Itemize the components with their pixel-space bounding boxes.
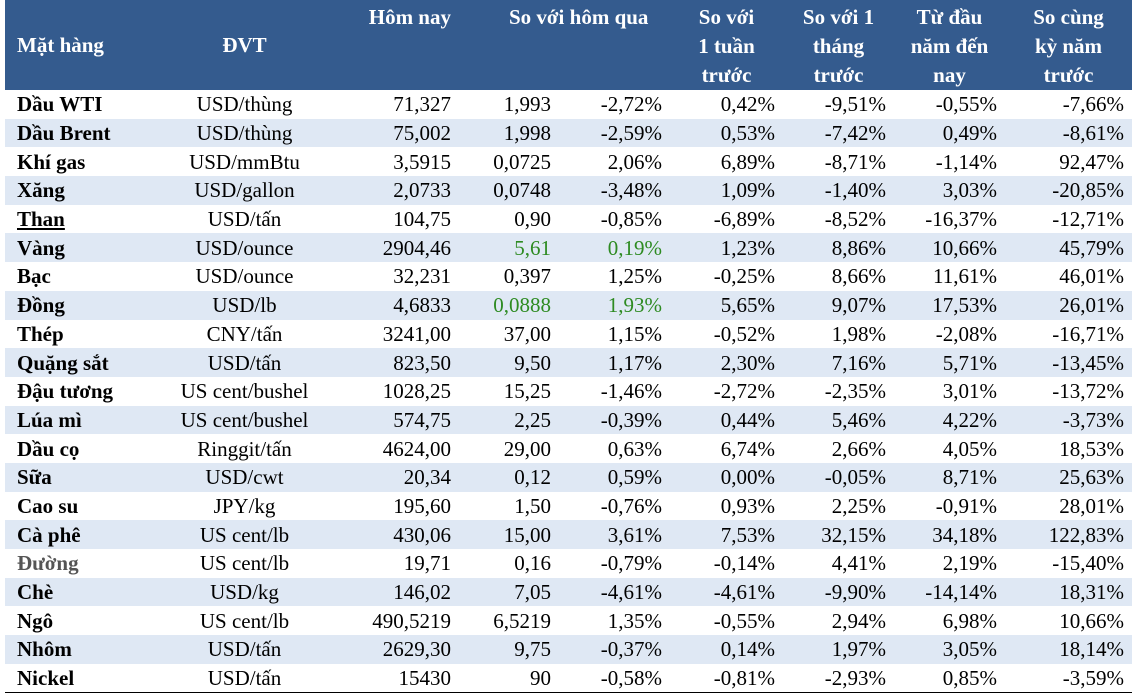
ytd-change: 2,19% xyxy=(894,549,1005,578)
unit-cell: USD/tấn xyxy=(152,635,337,664)
table-row xyxy=(5,578,1132,607)
yoy-change: 28,01% xyxy=(1005,492,1132,521)
header-ytd xyxy=(894,0,1005,90)
month-change: -9,51% xyxy=(783,90,894,119)
week-change: -0,55% xyxy=(670,606,783,635)
table-row xyxy=(5,348,1132,377)
ytd-change: -0,55% xyxy=(894,90,1005,119)
change-value: 9,50 xyxy=(459,348,559,377)
today-value: 4624,00 xyxy=(337,434,459,463)
week-change: 6,89% xyxy=(670,147,783,176)
today-value: 32,231 xyxy=(337,262,459,291)
today-value: 104,75 xyxy=(337,205,459,234)
table-row xyxy=(5,463,1132,492)
month-change: -8,71% xyxy=(783,147,894,176)
header-item: Mặt hàng xyxy=(5,0,152,90)
change-percent: 1,15% xyxy=(559,320,670,349)
today-value: 1028,25 xyxy=(337,377,459,406)
week-change: -2,72% xyxy=(670,377,783,406)
item-name: Nhôm xyxy=(5,635,152,664)
item-name: Thép xyxy=(5,320,152,349)
ytd-change: 17,53% xyxy=(894,291,1005,320)
change-value: 90 xyxy=(459,664,559,693)
week-change: 0,53% xyxy=(670,119,783,148)
table-row xyxy=(5,291,1132,320)
change-value: 0,16 xyxy=(459,549,559,578)
yoy-change: 122,83% xyxy=(1005,520,1132,549)
month-change: -7,42% xyxy=(783,119,894,148)
yoy-change: -3,73% xyxy=(1005,406,1132,435)
change-value: 29,00 xyxy=(459,434,559,463)
today-value: 430,06 xyxy=(337,520,459,549)
change-percent: 1,35% xyxy=(559,606,670,635)
ytd-change: -16,37% xyxy=(894,205,1005,234)
unit-cell: Ringgit/tấn xyxy=(152,434,337,463)
today-value: 146,02 xyxy=(337,578,459,607)
ytd-change: -0,91% xyxy=(894,492,1005,521)
table-header-row xyxy=(5,0,1132,90)
change-percent: 0,59% xyxy=(559,463,670,492)
unit-cell: USD/thùng xyxy=(152,119,337,148)
yoy-change: -13,72% xyxy=(1005,377,1132,406)
yoy-change: 18,53% xyxy=(1005,434,1132,463)
month-change: 2,94% xyxy=(783,606,894,635)
ytd-change: 4,22% xyxy=(894,406,1005,435)
commodity-price-table xyxy=(5,0,1132,692)
header-vs-yesterday: So với hôm qua xyxy=(459,0,670,90)
change-value: 1,993 xyxy=(459,90,559,119)
change-value: 0,397 xyxy=(459,262,559,291)
yoy-change: 18,31% xyxy=(1005,578,1132,607)
item-name: Lúa mì xyxy=(5,406,152,435)
item-name: Dầu cọ xyxy=(5,434,152,463)
today-value: 75,002 xyxy=(337,119,459,148)
week-change: 0,42% xyxy=(670,90,783,119)
ytd-change: 0,49% xyxy=(894,119,1005,148)
table-row xyxy=(5,635,1132,664)
table-row xyxy=(5,606,1132,635)
header-vs-week xyxy=(670,0,783,90)
yoy-change: -13,45% xyxy=(1005,348,1132,377)
unit-cell: USD/mmBtu xyxy=(152,147,337,176)
table-row xyxy=(5,377,1132,406)
today-value: 3,5915 xyxy=(337,147,459,176)
table-row xyxy=(5,406,1132,435)
table-row xyxy=(5,320,1132,349)
month-change: 9,07% xyxy=(783,291,894,320)
today-value: 4,6833 xyxy=(337,291,459,320)
unit-cell: USD/thùng xyxy=(152,90,337,119)
item-name: Quặng sắt xyxy=(5,348,152,377)
today-value: 20,34 xyxy=(337,463,459,492)
ytd-change: 3,05% xyxy=(894,635,1005,664)
week-change: -4,61% xyxy=(670,578,783,607)
month-change: 8,66% xyxy=(783,262,894,291)
change-value: 2,25 xyxy=(459,406,559,435)
change-percent: 1,93% xyxy=(559,291,670,320)
header-yoy-line2: kỳ năm xyxy=(1034,34,1103,58)
change-value: 37,00 xyxy=(459,320,559,349)
week-change: 0,93% xyxy=(670,492,783,521)
change-percent: -3,48% xyxy=(559,176,670,205)
yoy-change: -15,40% xyxy=(1005,549,1132,578)
change-percent: -0,85% xyxy=(559,205,670,234)
header-vs-month-line2: tháng xyxy=(812,34,865,58)
unit-cell: USD/lb xyxy=(152,291,337,320)
ytd-change: 5,71% xyxy=(894,348,1005,377)
table-row xyxy=(5,434,1132,463)
ytd-change: -1,14% xyxy=(894,147,1005,176)
header-yoy-line1: So cùng xyxy=(1033,5,1104,29)
unit-cell: USD/gallon xyxy=(152,176,337,205)
change-value: 0,90 xyxy=(459,205,559,234)
month-change: -2,35% xyxy=(783,377,894,406)
ytd-change: 8,71% xyxy=(894,463,1005,492)
month-change: -9,90% xyxy=(783,578,894,607)
ytd-change: 34,18% xyxy=(894,520,1005,549)
today-value: 195,60 xyxy=(337,492,459,521)
yoy-change: 45,79% xyxy=(1005,233,1132,262)
today-value: 574,75 xyxy=(337,406,459,435)
change-value: 0,0888 xyxy=(459,291,559,320)
yoy-change: 25,63% xyxy=(1005,463,1132,492)
change-percent: 0,63% xyxy=(559,434,670,463)
yoy-change: 92,47% xyxy=(1005,147,1132,176)
month-change: -0,05% xyxy=(783,463,894,492)
unit-cell: USD/tấn xyxy=(152,205,337,234)
yoy-change: -7,66% xyxy=(1005,90,1132,119)
week-change: 5,65% xyxy=(670,291,783,320)
change-value: 15,00 xyxy=(459,520,559,549)
header-ytd-line3: nay xyxy=(933,63,966,87)
table-row xyxy=(5,90,1132,119)
item-name: Bạc xyxy=(5,262,152,291)
change-value: 0,0725 xyxy=(459,147,559,176)
change-percent: 1,25% xyxy=(559,262,670,291)
ytd-change: 3,03% xyxy=(894,176,1005,205)
header-vs-week-line1: So với xyxy=(698,5,755,29)
week-change: 7,53% xyxy=(670,520,783,549)
change-value: 5,61 xyxy=(459,233,559,262)
unit-cell: US cent/bushel xyxy=(152,377,337,406)
week-change: 1,23% xyxy=(670,233,783,262)
ytd-change: -14,14% xyxy=(894,578,1005,607)
unit-cell: US cent/lb xyxy=(152,549,337,578)
week-change: -6,89% xyxy=(670,205,783,234)
yoy-change: 26,01% xyxy=(1005,291,1132,320)
month-change: 1,97% xyxy=(783,635,894,664)
week-change: 6,74% xyxy=(670,434,783,463)
month-change: 2,66% xyxy=(783,434,894,463)
item-name: Đồng xyxy=(5,291,152,320)
month-change: 7,16% xyxy=(783,348,894,377)
change-percent: -0,76% xyxy=(559,492,670,521)
table-row xyxy=(5,492,1132,521)
month-change: 5,46% xyxy=(783,406,894,435)
today-value: 490,5219 xyxy=(337,606,459,635)
today-value: 19,71 xyxy=(337,549,459,578)
unit-cell: USD/kg xyxy=(152,578,337,607)
change-percent: 0,19% xyxy=(559,233,670,262)
month-change: -1,40% xyxy=(783,176,894,205)
table-row xyxy=(5,520,1132,549)
month-change: -8,52% xyxy=(783,205,894,234)
item-name: Nickel xyxy=(5,664,152,693)
month-change: 32,15% xyxy=(783,520,894,549)
header-vs-month-line1: So với 1 xyxy=(802,5,875,29)
unit-cell: USD/tấn xyxy=(152,664,337,693)
item-name: Đường xyxy=(5,549,152,578)
today-value: 2629,30 xyxy=(337,635,459,664)
week-change: 2,30% xyxy=(670,348,783,377)
item-name: Đậu tương xyxy=(5,377,152,406)
today-value: 3241,00 xyxy=(337,320,459,349)
week-change: -0,14% xyxy=(670,549,783,578)
change-percent: -2,59% xyxy=(559,119,670,148)
month-change: 4,41% xyxy=(783,549,894,578)
change-percent: -1,46% xyxy=(559,377,670,406)
month-change: -2,93% xyxy=(783,664,894,693)
item-name: Dầu Brent xyxy=(5,119,152,148)
ytd-change: 10,66% xyxy=(894,233,1005,262)
yoy-change: 18,14% xyxy=(1005,635,1132,664)
header-vs-week-line2: 1 tuần xyxy=(698,34,755,58)
ytd-change: 0,85% xyxy=(894,664,1005,693)
table-row xyxy=(5,233,1132,262)
table-row xyxy=(5,664,1132,693)
unit-cell: USD/ounce xyxy=(152,233,337,262)
ytd-change: 4,05% xyxy=(894,434,1005,463)
change-percent: -4,61% xyxy=(559,578,670,607)
table-row xyxy=(5,176,1132,205)
week-change: -0,81% xyxy=(670,664,783,693)
change-value: 0,0748 xyxy=(459,176,559,205)
today-value: 2904,46 xyxy=(337,233,459,262)
today-value: 823,50 xyxy=(337,348,459,377)
header-yoy xyxy=(1005,0,1132,90)
change-value: 15,25 xyxy=(459,377,559,406)
today-value: 71,327 xyxy=(337,90,459,119)
header-ytd-line1: Từ đầu xyxy=(916,5,983,29)
table-row xyxy=(5,262,1132,291)
change-value: 9,75 xyxy=(459,635,559,664)
unit-cell: CNY/tấn xyxy=(152,320,337,349)
change-value: 7,05 xyxy=(459,578,559,607)
item-name: Ngô xyxy=(5,606,152,635)
week-change: -0,25% xyxy=(670,262,783,291)
unit-cell: USD/ounce xyxy=(152,262,337,291)
table-row xyxy=(5,549,1132,578)
change-percent: -0,39% xyxy=(559,406,670,435)
ytd-change: -2,08% xyxy=(894,320,1005,349)
week-change: 0,00% xyxy=(670,463,783,492)
ytd-change: 6,98% xyxy=(894,606,1005,635)
change-value: 1,50 xyxy=(459,492,559,521)
change-percent: 3,61% xyxy=(559,520,670,549)
item-name: Khí gas xyxy=(5,147,152,176)
week-change: 0,44% xyxy=(670,406,783,435)
unit-cell: US cent/bushel xyxy=(152,406,337,435)
header-vs-week-line3: trước xyxy=(701,63,752,87)
change-percent: 1,17% xyxy=(559,348,670,377)
commodity-price-table-container xyxy=(5,0,1132,693)
unit-cell: US cent/lb xyxy=(152,520,337,549)
header-unit: ĐVT xyxy=(152,0,337,90)
month-change: 1,98% xyxy=(783,320,894,349)
item-name: Cao su xyxy=(5,492,152,521)
table-row xyxy=(5,205,1132,234)
yoy-change: -3,59% xyxy=(1005,664,1132,693)
change-percent: -0,79% xyxy=(559,549,670,578)
week-change: -0,52% xyxy=(670,320,783,349)
change-percent: -0,58% xyxy=(559,664,670,693)
header-yoy-line3: trước xyxy=(1043,63,1094,87)
week-change: 1,09% xyxy=(670,176,783,205)
item-name: Chè xyxy=(5,578,152,607)
item-name: Sữa xyxy=(5,463,152,492)
yoy-change: -20,85% xyxy=(1005,176,1132,205)
unit-cell: US cent/lb xyxy=(152,606,337,635)
today-value: 15430 xyxy=(337,664,459,693)
yoy-change: -8,61% xyxy=(1005,119,1132,148)
item-name: Xăng xyxy=(5,176,152,205)
header-ytd-line2: năm đến xyxy=(910,34,989,58)
today-value: 2,0733 xyxy=(337,176,459,205)
change-percent: 2,06% xyxy=(559,147,670,176)
item-name: Dầu WTI xyxy=(5,90,152,119)
ytd-change: 3,01% xyxy=(894,377,1005,406)
month-change: 8,86% xyxy=(783,233,894,262)
change-value: 1,998 xyxy=(459,119,559,148)
unit-cell: JPY/kg xyxy=(152,492,337,521)
item-name: Than xyxy=(5,205,152,234)
header-vs-month xyxy=(783,0,894,90)
change-percent: -2,72% xyxy=(559,90,670,119)
item-name: Cà phê xyxy=(5,520,152,549)
yoy-change: 46,01% xyxy=(1005,262,1132,291)
month-change: 2,25% xyxy=(783,492,894,521)
yoy-change: -12,71% xyxy=(1005,205,1132,234)
yoy-change: 10,66% xyxy=(1005,606,1132,635)
header-vs-month-line3: trước xyxy=(813,63,864,87)
week-change: 0,14% xyxy=(670,635,783,664)
header-today: Hôm nay xyxy=(337,0,459,90)
ytd-change: 11,61% xyxy=(894,262,1005,291)
change-value: 0,12 xyxy=(459,463,559,492)
change-value: 6,5219 xyxy=(459,606,559,635)
unit-cell: USD/cwt xyxy=(152,463,337,492)
item-name: Vàng xyxy=(5,233,152,262)
unit-cell: USD/tấn xyxy=(152,348,337,377)
table-row xyxy=(5,119,1132,148)
table-body xyxy=(5,90,1132,692)
change-percent: -0,37% xyxy=(559,635,670,664)
table-row xyxy=(5,147,1132,176)
yoy-change: -16,71% xyxy=(1005,320,1132,349)
